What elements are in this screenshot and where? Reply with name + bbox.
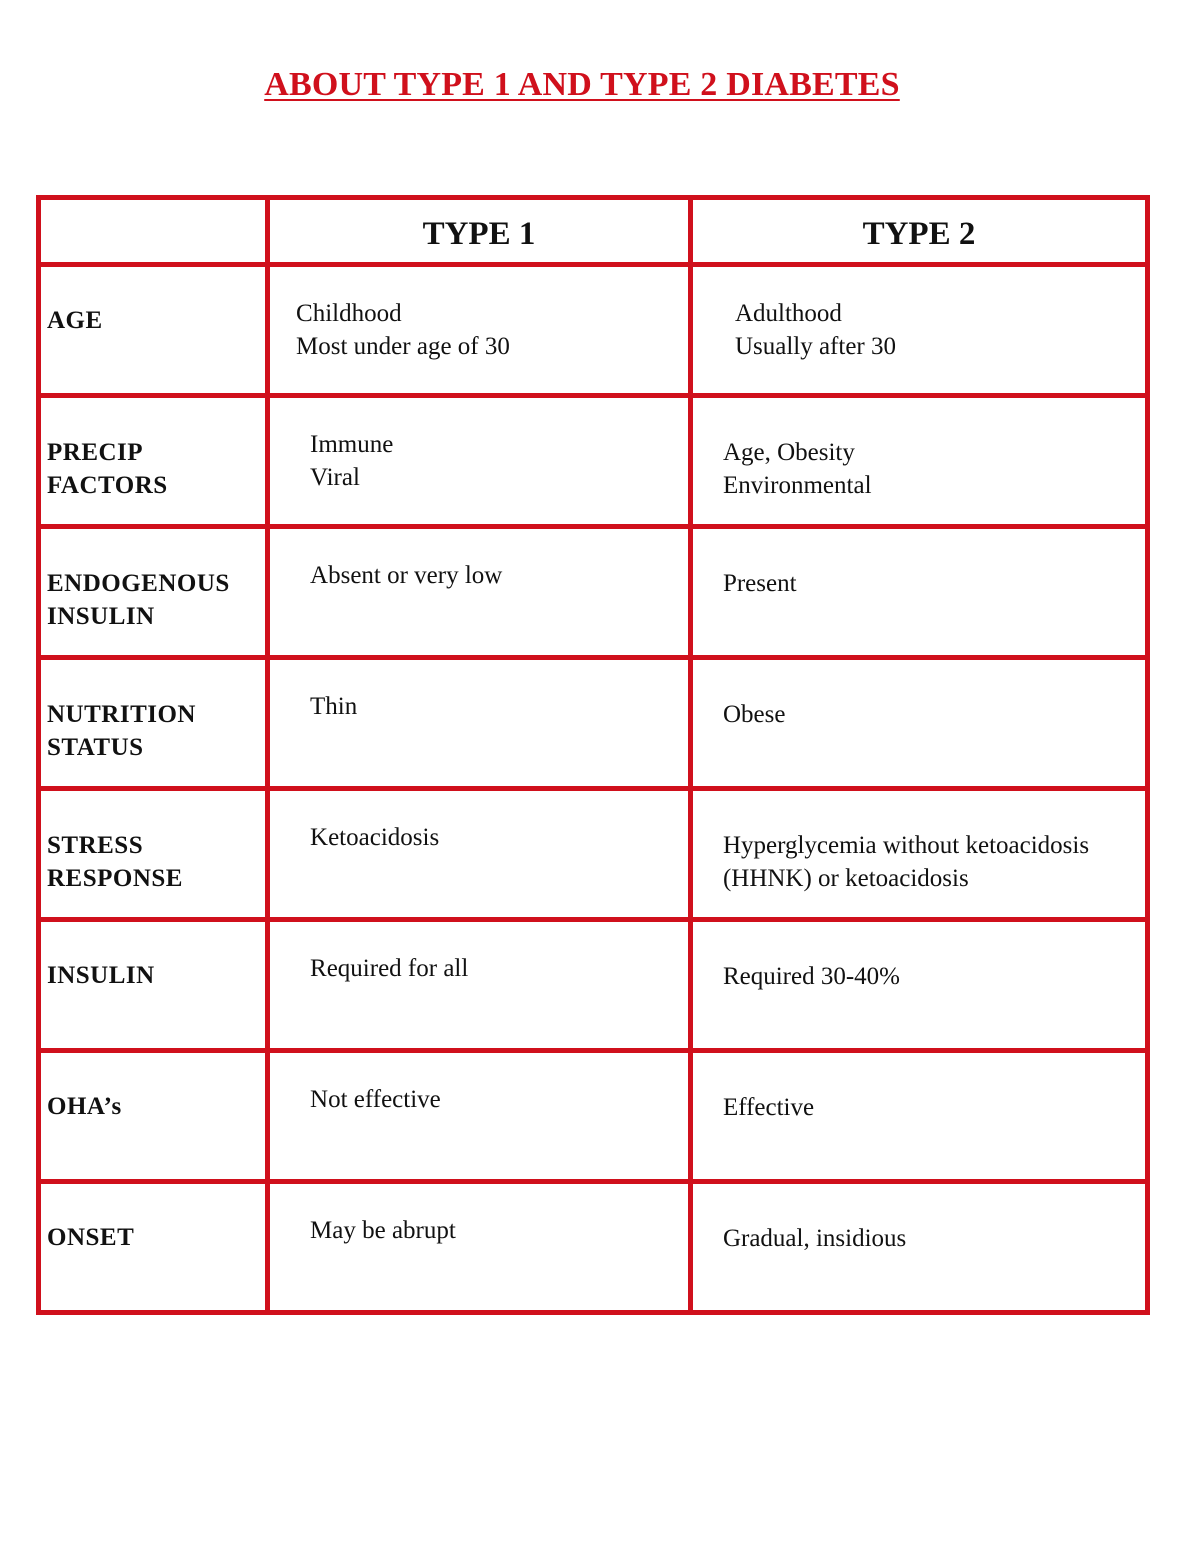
row-label — [39, 265, 268, 396]
row-label-text: OHA’s — [47, 1093, 122, 1120]
type2-cell — [690, 1182, 1147, 1313]
type2-value: Adulthood — [734, 300, 842, 327]
header-empty-cell — [39, 198, 268, 265]
type1-cell — [268, 396, 691, 527]
row-label — [39, 789, 268, 920]
type1-value: Childhood — [296, 300, 402, 327]
type1-value: May be abrupt — [310, 1217, 456, 1244]
type1-cell — [268, 527, 691, 658]
type2-value: Effective — [722, 1094, 815, 1121]
row-label — [39, 658, 268, 789]
table-row — [39, 1182, 1148, 1313]
type2-value: Age, Obesity — [722, 439, 855, 466]
header-type2: TYPE 2 — [690, 198, 1147, 265]
type2-value: Obese — [722, 701, 786, 728]
row-label-text: STRESS — [47, 832, 144, 859]
type2-value: Usually after 30 — [734, 333, 896, 360]
type1-value: Not effective — [310, 1086, 441, 1113]
type2-cell — [690, 1051, 1147, 1182]
table-row — [39, 920, 1148, 1051]
diabetes-comparison-table — [36, 195, 1150, 1315]
type1-cell — [268, 265, 691, 396]
type2-cell — [690, 527, 1147, 658]
type2-value: Hyperglycemia without ketoacidosis — [722, 832, 1090, 859]
row-label-text: AGE — [47, 307, 103, 334]
row-label — [39, 1182, 268, 1313]
type1-value: Viral — [310, 464, 360, 491]
type1-value: Most under age of 30 — [296, 333, 510, 360]
table-row — [39, 396, 1148, 527]
table-row — [39, 658, 1148, 789]
row-label — [39, 396, 268, 527]
row-label-text: PRECIP — [47, 439, 144, 466]
type1-value: Required for all — [310, 955, 469, 982]
type2-cell — [690, 920, 1147, 1051]
type1-cell — [268, 789, 691, 920]
row-label-text: INSULIN — [47, 603, 155, 630]
type2-value: Required 30-40% — [722, 963, 900, 990]
type2-value: Present — [722, 570, 797, 597]
type1-cell — [268, 1051, 691, 1182]
type2-value: Environmental — [722, 472, 872, 499]
type2-cell — [690, 789, 1147, 920]
row-label-text: STATUS — [47, 734, 144, 761]
row-label-text: RESPONSE — [47, 865, 183, 892]
type1-cell — [268, 920, 691, 1051]
type1-value: Ketoacidosis — [310, 824, 440, 851]
row-label-text: ENDOGENOUS — [47, 570, 230, 597]
row-label-text: INSULIN — [47, 962, 155, 989]
row-label-text: FACTORS — [47, 472, 168, 499]
type1-value: Thin — [310, 693, 358, 720]
table-row — [39, 1051, 1148, 1182]
type1-value: Immune — [310, 431, 394, 458]
table-row — [39, 527, 1148, 658]
row-label — [39, 920, 268, 1051]
type2-value: Gradual, insidious — [722, 1225, 907, 1252]
row-label-text: NUTRITION — [47, 701, 196, 728]
table-row — [39, 789, 1148, 920]
header-type1: TYPE 1 — [268, 198, 691, 265]
type2-cell — [690, 265, 1147, 396]
type1-value: Absent or very low — [310, 562, 503, 589]
row-label — [39, 527, 268, 658]
page-title: ABOUT TYPE 1 AND TYPE 2 DIABETES — [264, 66, 900, 103]
table-header-row — [39, 198, 1148, 265]
type1-cell — [268, 658, 691, 789]
type1-cell — [268, 1182, 691, 1313]
table-row — [39, 265, 1148, 396]
type2-cell — [690, 396, 1147, 527]
type2-cell — [690, 658, 1147, 789]
type2-value: (HHNK) or ketoacidosis — [722, 865, 969, 892]
row-label-text: ONSET — [47, 1224, 135, 1251]
row-label — [39, 1051, 268, 1182]
